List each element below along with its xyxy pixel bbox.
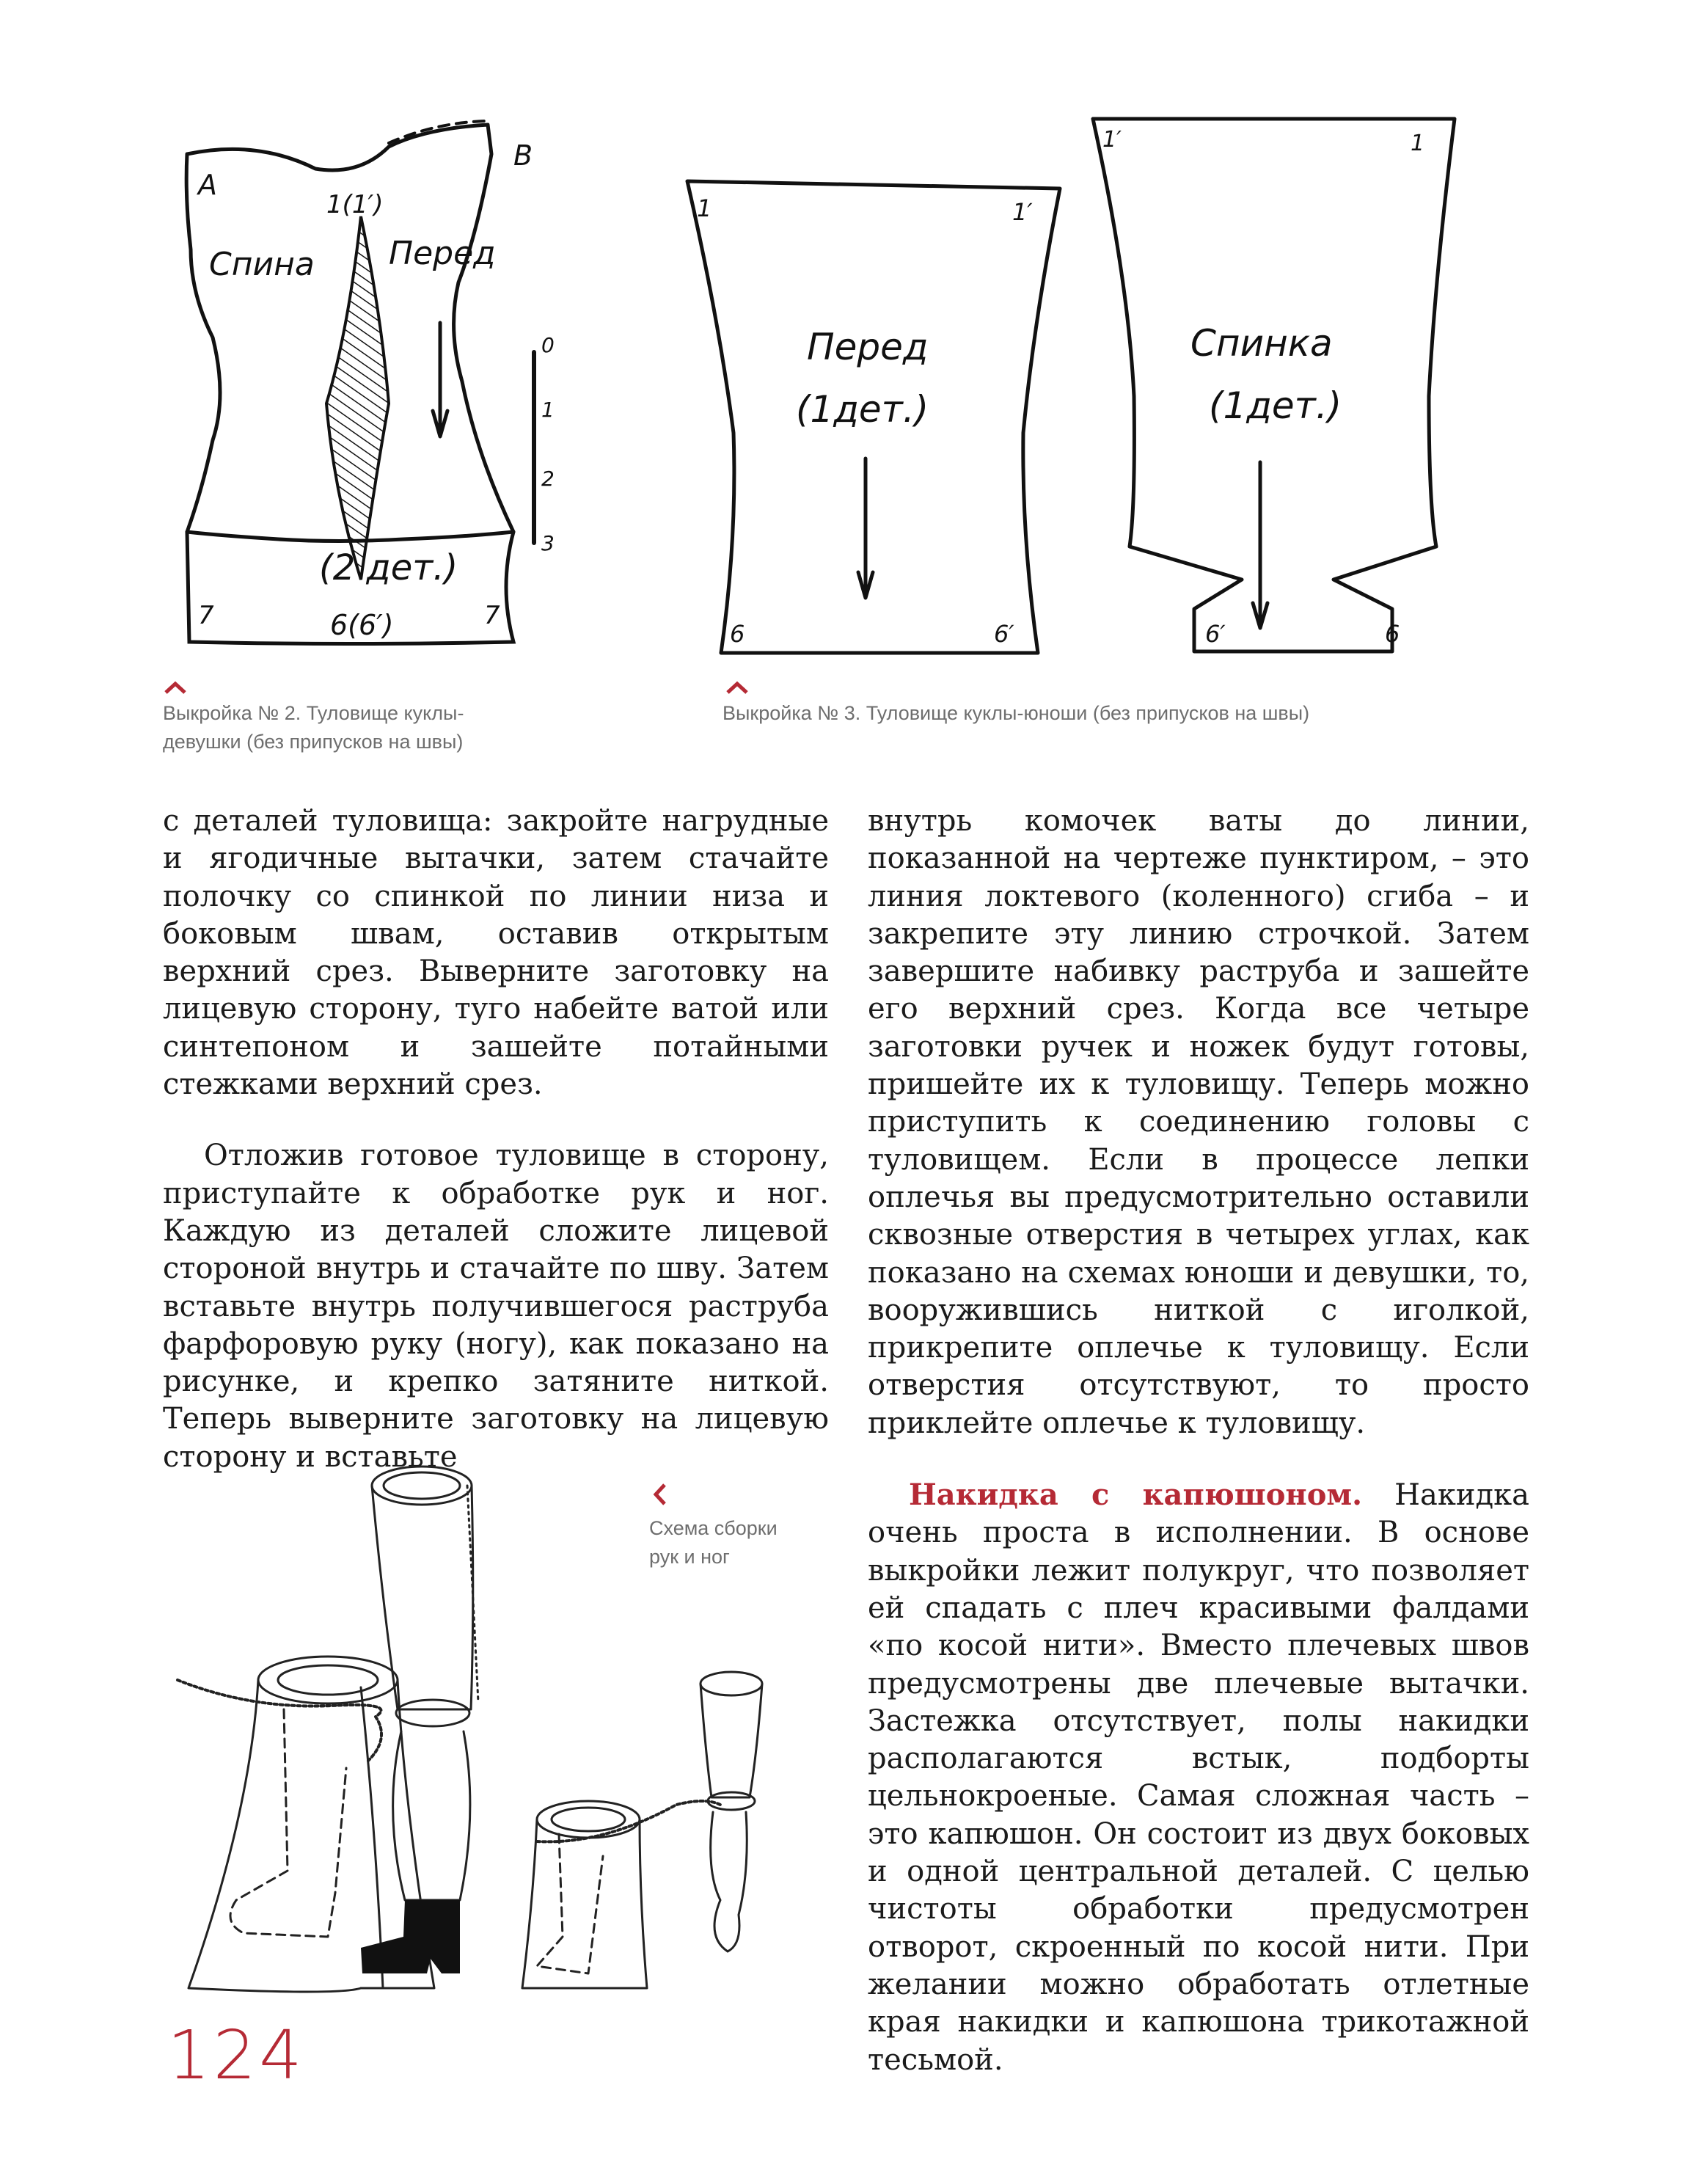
text-column-right (868, 803, 1529, 2079)
label-a: A (198, 169, 217, 201)
pattern-3-caption: Выкройка № 3. Туловище куклы-юноши (без припусков на швы) (723, 702, 1310, 724)
paragraph: Отложив готовое туловище в сторону, приступайте к обработке рук и ног. Каждую из деталей сложите лицевой стороной внутрь и стачайте по шву. Затем вставьте внутрь получившегося раструба фарфоровую руку (ногу), как показано на рисунке, и крепко затяните ниткой. Теперь выверните заготовку на лицевую сторону и вставьте (163, 1139, 829, 1474)
label-top-mark: 1(1′) (326, 190, 384, 219)
back-corner-tr: 1 (1411, 131, 1425, 156)
caret-left-icon (651, 1482, 667, 1507)
text-column-left (163, 803, 829, 1476)
scale-1: 1 (541, 398, 555, 422)
scale-2: 2 (541, 467, 555, 491)
front-corner-bl: 6 (730, 620, 745, 648)
back-corner-tl: 1′ (1102, 127, 1122, 153)
back-corner-br: 6 (1385, 620, 1400, 648)
paragraph: с деталей туловища: закройте нагрудные и ягодичные вытачки, затем стачайте полочку со спинкой по линии низа и боковым швам, оставив открытым верхний срез. Выверните заготовку на лицевую сторону, туго набейте ватой или синтепоном и зашейте потайными стежками верхний срез. (163, 804, 829, 1102)
caret-up-icon (725, 679, 750, 695)
scale-0: 0 (541, 333, 555, 357)
back-count: (1дет.) (1209, 384, 1342, 427)
pattern-3-back-drawing (1084, 110, 1466, 675)
label-corner-right: 7 (484, 601, 500, 630)
front-corner-br: 6′ (994, 620, 1014, 648)
pattern-3-front-drawing (678, 172, 1067, 671)
front-name: Перед (807, 326, 929, 368)
label-b: B (513, 139, 533, 172)
back-corner-bl: 6′ (1205, 620, 1226, 648)
front-count: (1дет.) (796, 388, 929, 431)
label-front: Перед (389, 235, 496, 272)
assembly-caption: Схема сборки рук и ног (649, 1517, 778, 1568)
scale-3: 3 (541, 531, 555, 555)
paragraph: внутрь комочек ваты до линии, показанной на чертеже пунктиром, – это линия локтевого (коленного) сгиба – и закрепите эту линию строчкой. Затем завершите набивку раструба и зашейте его верхний срез. Когда все четыре заготовки ручек и ножек будут готовы, пришейте их к туловищу. Теперь можно приступить к соединению головы с туловищем. Если в процессе лепки оплечья вы предусмотрительно оставили сквозные отверстия в четырех углах, как показано на схемах юноши и девушки, то, вооружившись ниткой с иголкой, прикрепите оплечье к туловищу. Если отверстия отсутствуют, то просто приклейте оплечье к туловищу. (868, 804, 1529, 1440)
caret-up-icon (163, 679, 188, 695)
section-lead: Накидка с капюшоном. (909, 1478, 1363, 1513)
page-number: 124 (167, 2016, 305, 2094)
label-back: Спина (209, 246, 315, 283)
section-text: Накидка очень проста в исполнении. В основе выкройки лежит полукруг, что позволяет ей спадать с плеч красивыми фалдами «по косой нити». Вместо плечевых швов предусмотрены две плечевые вытачки. Застежка отсутствует, полы накидки располагаются встык, подборты цельнокроеные. Самая сложная часть – это капюшон. Он состоит из двух боковых и одной центральной деталей. С целью чистоты обработки предусмотрен отворот, скроенный по косой нити. При желании можно обработать отлетные края накидки и капюшона трикотажной тесьмой. (868, 1478, 1529, 2077)
paragraph-cloak (868, 1476, 1529, 2079)
front-corner-tr: 1′ (1012, 198, 1033, 226)
pattern-2-caption: Выкройка № 2. Туловище куклы- девушки (без припусков на швы) (163, 702, 464, 753)
pattern-2-bottom-outline (169, 110, 579, 668)
back-name: Спинка (1190, 322, 1333, 365)
label-bottom-mark: 6(6′) (330, 609, 394, 641)
label-count: (2 дет.) (319, 547, 458, 588)
front-corner-tl: 1 (697, 194, 712, 222)
label-corner-left: 7 (198, 601, 214, 630)
